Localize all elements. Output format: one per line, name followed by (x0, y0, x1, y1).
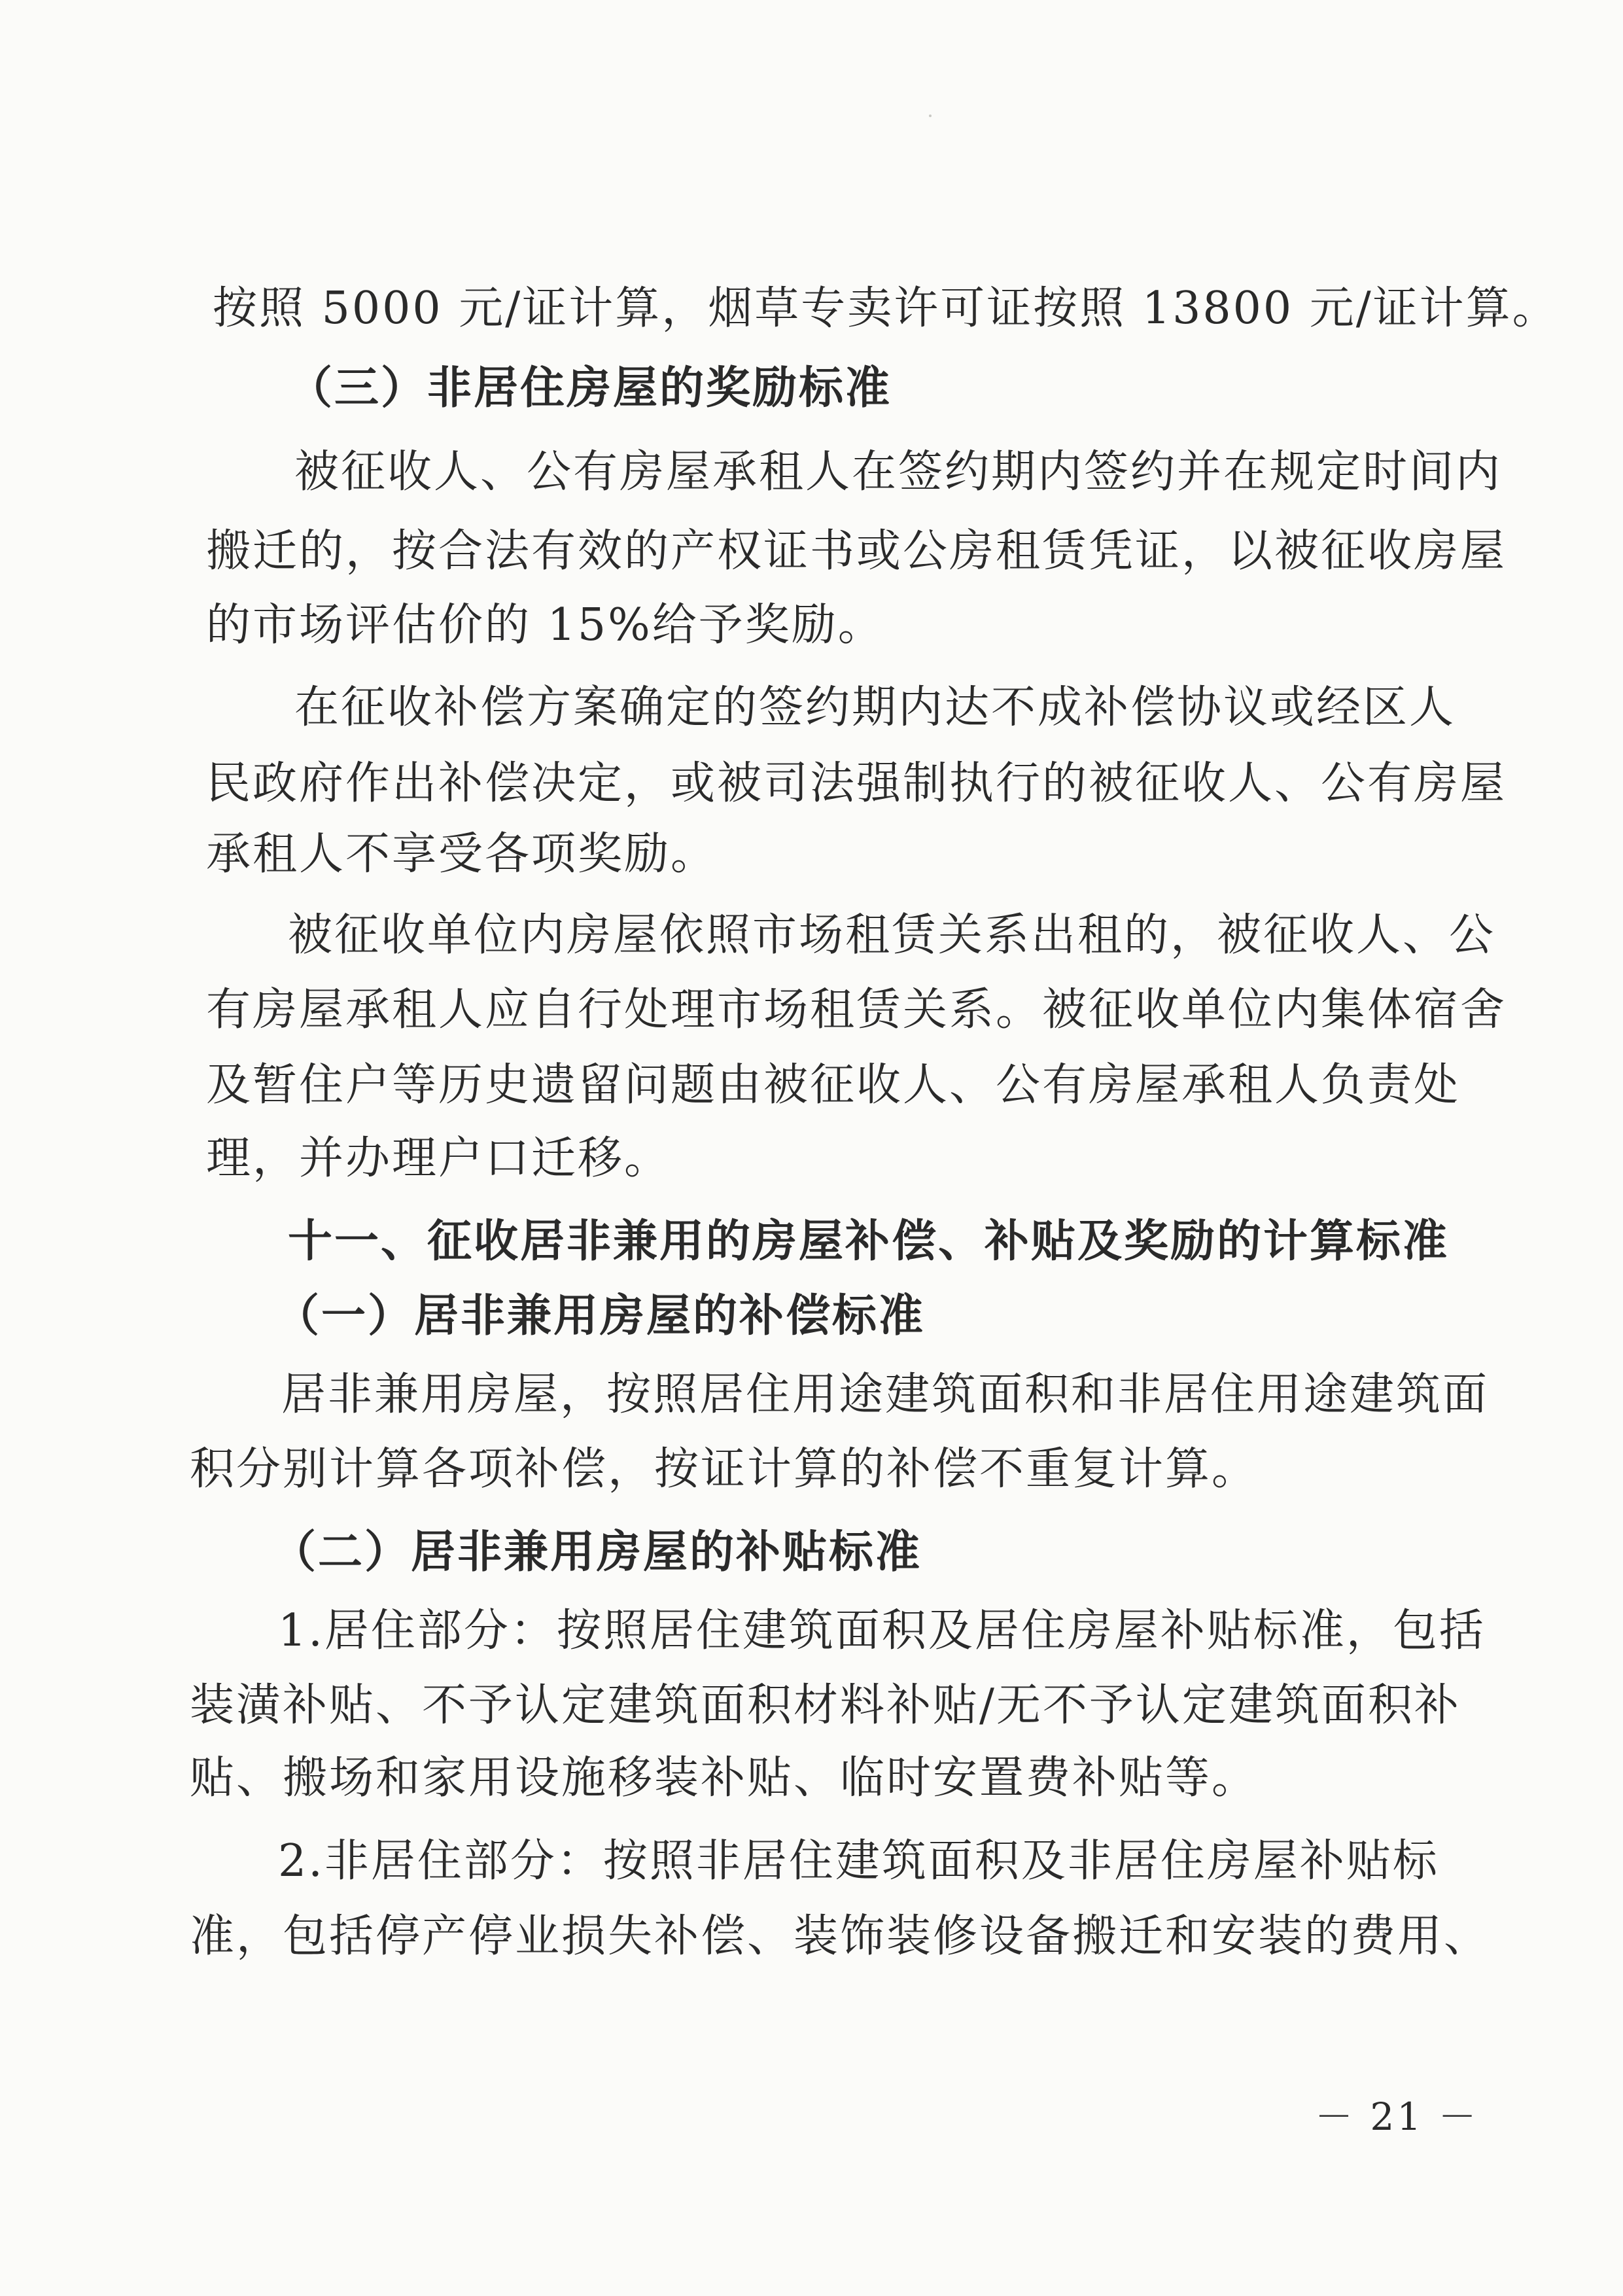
body-text-line: 被征收单位内房屋依照市场租赁关系出租的，被征收人、公 (288, 910, 1496, 961)
body-text-line: 的市场评估价的 15%给予奖励。 (206, 599, 884, 651)
body-text-line: 有房屋承租人应自行处理市场租赁关系。被征收单位内集体宿舍 (206, 984, 1507, 1036)
body-text-line: 及暂住户等历史遗留问题由被征收人、公有房屋承租人负责处 (206, 1059, 1461, 1111)
body-text-line: 1.居住部分：按照居住建筑面积及居住房屋补贴标准，包括 (278, 1605, 1486, 1657)
scan-speck (929, 115, 932, 117)
body-text-line: 搬迁的，按合法有效的产权证书或公房租赁凭证，以被征收房屋 (206, 525, 1507, 577)
body-text-line: 积分别计算各项补偿，按证计算的补偿不重复计算。 (190, 1443, 1259, 1495)
body-text-line: 贴、搬场和家用设施移装补贴、临时安置费补贴等。 (190, 1752, 1259, 1804)
body-text-line: 民政府作出补偿决定，或被司法强制执行的被征收人、公有房屋 (206, 758, 1507, 809)
body-text-line: 准，包括停产停业损失补偿、装饰装修设备搬迁和安装的费用、 (190, 1911, 1491, 1962)
body-text-line: 居非兼用房屋，按照居住用途建筑面积和非居住用途建筑面 (281, 1369, 1490, 1421)
body-text-line: 在征收补偿方案确定的签约期内达不成补偿协议或经区人 (294, 682, 1456, 733)
body-text-line: 2.非居住部分：按照非居住建筑面积及非居住房屋补贴标 (278, 1835, 1439, 1887)
body-text-line: 被征收人、公有房屋承租人在签约期内签约并在规定时间内 (294, 446, 1503, 498)
subsection-heading: （一）居非兼用房屋的补偿标准 (275, 1290, 926, 1342)
body-text-line: 理，并办理户口迁移。 (206, 1133, 671, 1184)
section-heading: 十一、征收居非兼用的房屋补偿、补贴及奖励的计算标准 (288, 1215, 1450, 1267)
body-text-line: 承租人不享受各项奖励。 (206, 828, 718, 880)
subsection-heading: （三）非居住房屋的奖励标准 (288, 362, 892, 414)
body-text-line: 装潢补贴、不予认定建筑面积材料补贴/无不予认定建筑面积补 (190, 1680, 1461, 1731)
page-number: － 21 － (1315, 2094, 1479, 2139)
subsection-heading: （二）居非兼用房屋的补贴标准 (271, 1526, 922, 1578)
body-text-line: 按照 5000 元/证计算，烟草专卖许可证按照 13800 元/证计算。 (213, 283, 1559, 334)
